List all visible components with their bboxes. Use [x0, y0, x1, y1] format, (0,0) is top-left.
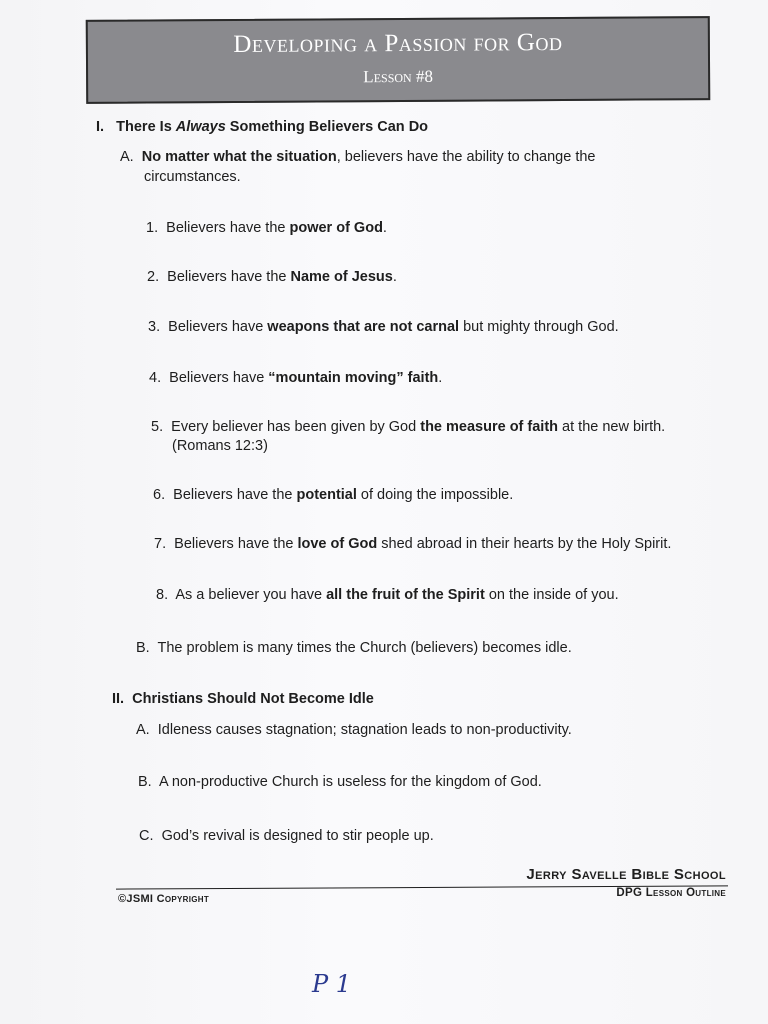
section-2-heading	[112, 690, 374, 709]
item-text-post: at the new birth.	[558, 419, 666, 435]
list-item-7	[154, 535, 671, 554]
item-bold: potential	[296, 487, 357, 503]
item-number: 3.	[148, 319, 161, 335]
list-item-5	[151, 418, 665, 437]
item-a-bold: No matter what the situation	[141, 149, 337, 165]
school-name: Jerry Savelle Bible School	[526, 866, 726, 883]
item-text: Believers have	[169, 370, 269, 386]
item-b-text: The problem is many times the Church (believers) becomes idle.	[157, 640, 572, 656]
section-1-heading-post: Something Believers Can Do	[225, 119, 429, 135]
item-text: Believers have	[168, 319, 268, 335]
lesson-number: Lesson #8	[363, 66, 433, 87]
outline-label: DPG Lesson Outline	[616, 887, 726, 899]
item-bold: power of God	[289, 220, 383, 236]
list-item-2	[147, 268, 397, 287]
item-number: 1.	[146, 220, 159, 236]
section-2-item-b	[138, 773, 542, 792]
item-text: Believers have the	[173, 487, 297, 503]
item-text-post: .	[392, 269, 397, 285]
list-item-4	[149, 369, 442, 388]
item-bold: “mountain moving” faith	[268, 370, 439, 386]
item-letter: A.	[120, 149, 134, 165]
section-1-item-a-line2: circumstances.	[144, 169, 241, 185]
section-2-heading-text: Christians Should Not Become Idle	[132, 691, 374, 707]
item-text: As a believer you have	[175, 587, 327, 603]
section-1-heading-pre: There Is	[116, 119, 176, 135]
title-banner	[86, 16, 711, 104]
document-title: Developing a Passion for God	[233, 28, 563, 59]
handwritten-page-mark: P 1	[312, 970, 352, 998]
item-text: Idleness causes stagnation; stagnation leads to non-productivity.	[157, 722, 572, 738]
item-bold: the measure of faith	[420, 419, 559, 435]
item-bold: Name of Jesus	[290, 269, 393, 285]
item-text-post: but mighty through God.	[459, 319, 619, 335]
list-item-3	[148, 318, 619, 337]
list-item-6	[153, 486, 513, 505]
item-bold: weapons that are not carnal	[267, 319, 460, 335]
item-text: Believers have the	[174, 536, 298, 552]
item-text: Believers have the	[167, 269, 291, 285]
list-item-5-line2: (Romans 12:3)	[172, 438, 268, 454]
section-2-item-a	[136, 721, 572, 740]
item-text: Every believer has been given by God	[171, 419, 421, 435]
item-a-text: , believers have the ability to change the	[336, 149, 596, 165]
section-1-item-b	[136, 639, 572, 658]
section-2-numeral: II.	[112, 691, 125, 707]
list-item-8	[156, 586, 619, 605]
list-item-1	[146, 219, 387, 238]
item-letter: B.	[136, 640, 150, 656]
item-text-post: shed abroad in their hearts by the Holy Spirit.	[377, 536, 672, 552]
section-1-numeral: I.	[96, 119, 105, 135]
footer-branding	[526, 866, 726, 899]
item-number: 4.	[149, 370, 162, 386]
item-bold: all the fruit of the Spirit	[326, 587, 485, 603]
item-letter: A.	[136, 722, 150, 738]
item-letter: B.	[138, 774, 152, 790]
item-bold: love of God	[297, 536, 378, 552]
item-text: A non-productive Church is useless for the kingdom of God.	[158, 774, 542, 790]
section-2-item-c	[139, 827, 434, 846]
section-1-item-a	[120, 148, 595, 167]
item-number: 8.	[156, 587, 169, 603]
item-text: God’s revival is designed to stir people up.	[161, 828, 434, 844]
item-text: Believers have the	[166, 220, 290, 236]
item-text-post: .	[382, 220, 387, 236]
item-text-post: .	[438, 370, 443, 386]
item-number: 2.	[147, 269, 160, 285]
item-number: 7.	[154, 536, 167, 552]
item-text-post: on the inside of you.	[484, 587, 619, 603]
item-text-post: of doing the impossible.	[356, 487, 514, 503]
item-letter: C.	[139, 828, 154, 844]
section-1-heading-emphasis: Always	[175, 119, 226, 135]
item-number: 5.	[151, 419, 164, 435]
section-1-heading	[96, 118, 428, 137]
item-number: 6.	[153, 487, 166, 503]
copyright-notice: ©JSMI Copyright	[118, 893, 210, 905]
